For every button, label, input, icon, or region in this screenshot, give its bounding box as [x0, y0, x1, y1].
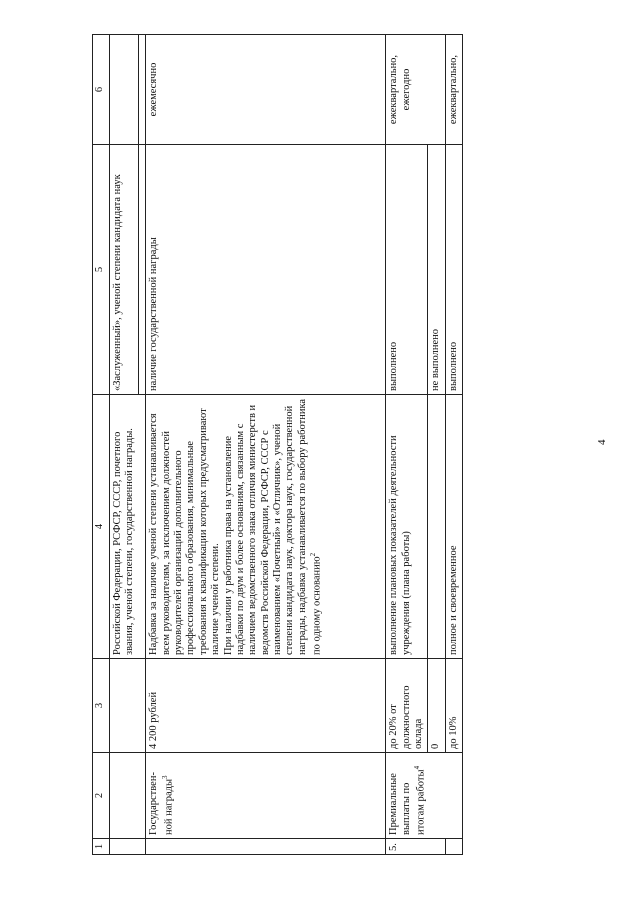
- cell-empty: [110, 659, 146, 753]
- cell-bonus-not-done: не выполнено: [428, 145, 445, 395]
- col-header-3: 3: [93, 659, 110, 753]
- cell-empty: [146, 839, 386, 855]
- rotated-table-container: [92, 35, 602, 855]
- cell-bonus-period: ежеквартально, ежегодно: [386, 35, 446, 145]
- cell-bonus-amount: до 20% от должностного оклада: [386, 659, 428, 753]
- table-row: [386, 35, 428, 855]
- cell-bonus-zero: 0: [428, 659, 445, 753]
- col-header-1: 1: [93, 839, 110, 855]
- col-header-5: 5: [93, 145, 110, 395]
- payments-table: [92, 34, 463, 855]
- cell-bonus-num: 5.: [386, 839, 446, 855]
- cell-award-name: Государствен-ной награды$^3$: [146, 753, 386, 839]
- cell-award-period: ежемесячно: [146, 35, 386, 145]
- cell-award-criterion: наличие государственной награды: [146, 145, 386, 395]
- cell-award-conditions: Надбавка за наличие ученой степени устанавливается всем руководителям, за исключением должностей руководителей организаций дополнительного профессионального образования, минимальные требования к квалификации которых предусматривают наличие ученой степени. При наличии у работника права на установление надбавки по двум и более основаниям, связанным с наличием ведомственного знака отличия министерств и ведомств Российской Федерации, РСФСР, СССР с наименованием «Почетный» и «Отличник», ученой степени кандидата наук, доктора наук, государственной награды, надбавка устанавливается по выбору работника по одному основанию$^2$: [146, 395, 386, 659]
- col-header-6: 6: [93, 35, 110, 145]
- cell-criterion-continued: «Заслуженный», ученой степени кандидата наук: [110, 145, 139, 395]
- cell-next-done: выполнено: [445, 145, 462, 395]
- cell-award-amount: 4 200 рублей: [146, 659, 386, 753]
- header-row: [93, 35, 110, 855]
- col-header-2: 2: [93, 753, 110, 839]
- cell-empty: [110, 35, 139, 145]
- table-row: [445, 35, 462, 855]
- cell-empty: [110, 753, 146, 839]
- cell-next-amount: до 10%: [445, 659, 462, 753]
- page-number: 4: [596, 439, 608, 445]
- table-row: [428, 35, 445, 855]
- cell-bonus-indicator: выполнение плановых показателей деятельности учреждения (плана работы): [386, 395, 428, 659]
- col-header-4: 4: [93, 395, 110, 659]
- table-row: [110, 35, 139, 855]
- cell-next-indicator: полное и своевременное: [445, 395, 462, 659]
- cell-empty: [445, 839, 462, 855]
- table-row: [146, 35, 386, 855]
- cell-next-period: ежеквартально,: [445, 35, 462, 145]
- cell-conditions-continued: Российской Федерации, РСФСР, СССР, почетного звания, ученой степени, государственной награды.: [110, 395, 139, 659]
- cell-bonus-done: выполнено: [386, 145, 428, 395]
- cell-bonus-name: Премиальные выплаты по итогам работы$^4$: [386, 753, 463, 839]
- cell-empty: [110, 839, 146, 855]
- cell-empty: [428, 395, 445, 659]
